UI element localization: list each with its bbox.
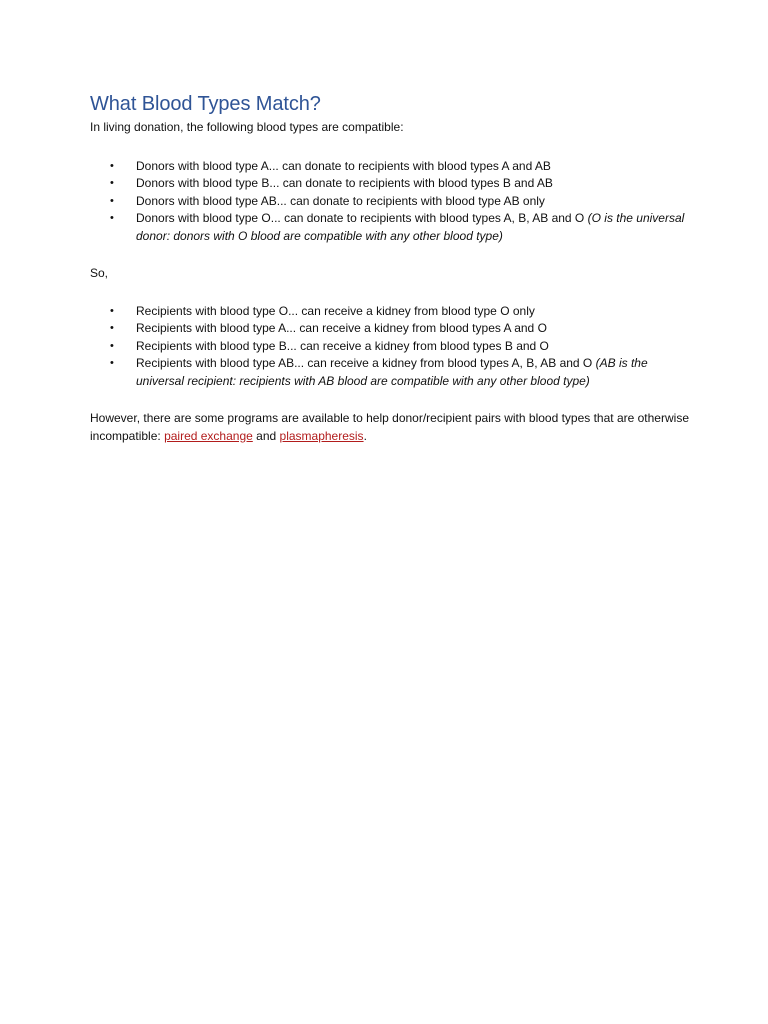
list-item bbox=[90, 193, 690, 211]
closing-period: . bbox=[363, 428, 367, 443]
recipient-list bbox=[90, 303, 690, 391]
list-item-text: Recipients with blood type B... can receive a kidney from blood types B and O bbox=[136, 338, 549, 353]
universal-recipient-note: (AB is the universal recipient: recipients with AB blood are compatible with any other blood type) bbox=[136, 356, 648, 388]
list-item bbox=[90, 338, 690, 356]
page-title: What Blood Types Match? bbox=[90, 93, 321, 115]
list-item-text: Donors with blood type B... can donate to recipients with blood types B and AB bbox=[136, 176, 553, 190]
bullet-icon: • bbox=[110, 194, 114, 207]
intro-paragraph: In living donation, the following blood types are compatible: bbox=[90, 120, 404, 134]
plasmapheresis-link[interactable]: plasmapheresis bbox=[279, 428, 364, 443]
list-item bbox=[90, 303, 690, 321]
closing-text: However, there are some programs are available to help donor/recipient pairs with blood types that are otherwise incompatible: bbox=[90, 411, 689, 443]
list-item bbox=[90, 158, 690, 176]
list-item-text: Recipients with blood type A... can receive a kidney from blood types A and O bbox=[136, 321, 547, 335]
bullet-icon: • bbox=[110, 212, 114, 224]
document-page bbox=[90, 90, 690, 445]
list-item bbox=[90, 355, 690, 390]
so-paragraph: So, bbox=[90, 266, 109, 280]
list-item-text: Recipients with blood type O... can receive a kidney from blood type O only bbox=[136, 303, 535, 318]
universal-donor-note: (O is the universal donor: donors with O blood are compatible with any other blood type) bbox=[136, 211, 685, 243]
bullet-icon: • bbox=[110, 339, 114, 352]
bullet-icon: • bbox=[110, 357, 114, 369]
bullet-icon: • bbox=[110, 177, 114, 189]
donor-list bbox=[90, 158, 690, 246]
list-item bbox=[90, 320, 690, 338]
bullet-icon: • bbox=[110, 322, 114, 334]
list-item-text: Donors with blood type A... can donate to recipients with blood types A and AB bbox=[136, 158, 551, 173]
closing-paragraph bbox=[90, 410, 690, 445]
closing-and: and bbox=[256, 428, 277, 443]
bullet-icon: • bbox=[110, 304, 114, 317]
list-item-text: Donors with blood type O... can donate to recipients with blood types A, B, AB and O bbox=[136, 211, 585, 225]
list-item bbox=[90, 175, 690, 193]
bullet-icon: • bbox=[110, 159, 114, 172]
list-item bbox=[90, 210, 690, 245]
list-item-text: Donors with blood type AB... can donate to recipients with blood type AB only bbox=[136, 193, 545, 208]
list-item-text: Recipients with blood type AB... can receive a kidney from blood types A, B, AB and O bbox=[136, 356, 593, 370]
paired-exchange-link[interactable]: paired exchange bbox=[164, 428, 253, 443]
